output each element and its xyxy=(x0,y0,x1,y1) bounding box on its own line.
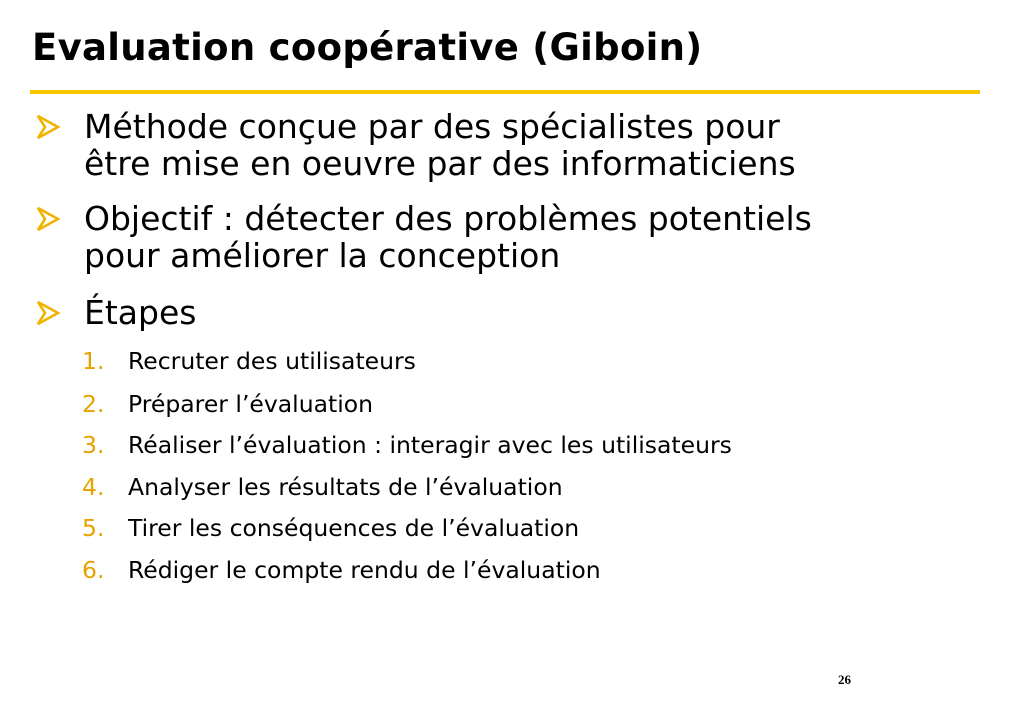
step-text: Réaliser l’évaluation : interagir avec les utilisateurs xyxy=(128,431,732,459)
arrowhead-bullet-icon xyxy=(36,114,60,140)
bullet-text: Méthode conçue par des spécialistes pour être mise en oeuvre par des informaticiens xyxy=(84,107,796,183)
step-text: Recruter des utilisateurs xyxy=(128,347,416,375)
title-underline xyxy=(30,90,980,94)
step-number: 3. xyxy=(82,431,105,459)
step-item xyxy=(82,472,563,502)
step-item xyxy=(82,346,416,376)
step-item xyxy=(82,555,601,585)
bullet-text: Étapes xyxy=(84,293,197,332)
bullet-text: Objectif : détecter des problèmes potentiels pour améliorer la conception xyxy=(84,199,812,275)
step-item xyxy=(82,430,732,460)
step-number: 4. xyxy=(82,473,105,501)
step-text: Rédiger le compte rendu de l’évaluation xyxy=(128,556,601,584)
step-number: 2. xyxy=(82,390,105,418)
slide-title: Evaluation coopérative (Giboin) xyxy=(32,26,703,69)
step-text: Analyser les résultats de l’évaluation xyxy=(128,473,563,501)
step-number: 5. xyxy=(82,514,105,542)
arrowhead-bullet-icon xyxy=(36,206,60,232)
step-item xyxy=(82,513,579,543)
step-number: 6. xyxy=(82,556,105,584)
step-text: Tirer les conséquences de l’évaluation xyxy=(128,514,580,542)
step-number: 1. xyxy=(82,347,105,375)
step-item xyxy=(82,389,373,419)
step-text: Préparer l’évaluation xyxy=(128,390,374,418)
arrowhead-bullet-icon xyxy=(36,300,60,326)
page-number: 26 xyxy=(838,672,851,687)
